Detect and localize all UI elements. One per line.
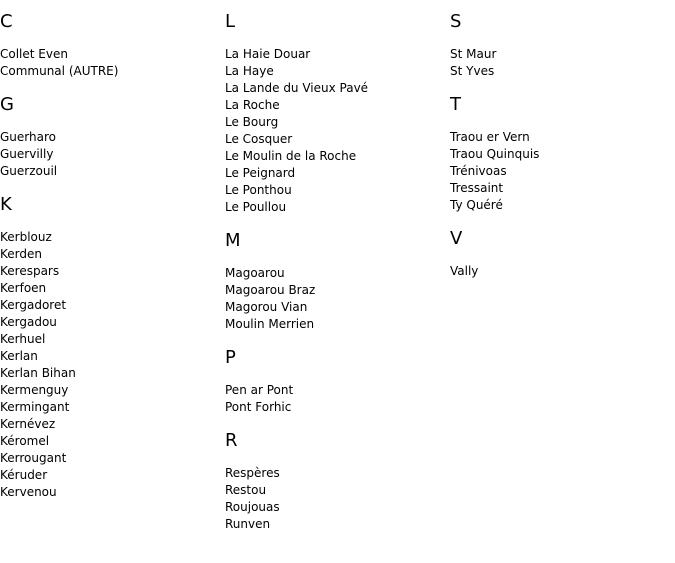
list-item [225, 316, 440, 333]
street-list [225, 265, 440, 333]
street-link[interactable]: Vally [450, 264, 479, 278]
list-item [225, 114, 440, 131]
list-item [0, 280, 215, 297]
street-link[interactable]: Le Ponthou [225, 183, 292, 197]
street-link[interactable]: Guerharo [0, 130, 56, 144]
letter-group [225, 231, 440, 333]
list-item [0, 63, 215, 80]
list-item [225, 516, 440, 533]
list-item [0, 163, 215, 180]
street-list [0, 229, 215, 501]
street-link[interactable]: Kéromel [0, 434, 50, 448]
letter-heading: P [225, 347, 236, 368]
list-item [225, 148, 440, 165]
list-item [225, 282, 440, 299]
list-item [0, 450, 215, 467]
list-item [225, 199, 440, 216]
street-list [450, 263, 665, 280]
letter-group [225, 348, 440, 416]
street-link[interactable]: Pen ar Pont [225, 383, 294, 397]
street-link[interactable]: Kerlan Bihan [0, 366, 76, 380]
street-link[interactable]: Kerfoen [0, 281, 47, 295]
list-item [0, 263, 215, 280]
street-link[interactable]: Tressaint [450, 181, 504, 195]
letter-group [225, 431, 440, 533]
street-link[interactable]: Ty Quéré [450, 198, 503, 212]
street-link[interactable]: Runven [225, 517, 271, 531]
street-link[interactable]: Le Bourg [225, 115, 279, 129]
list-item [225, 97, 440, 114]
letter-heading: K [0, 194, 12, 215]
letter-heading: S [450, 11, 462, 32]
list-item [225, 46, 440, 63]
letter-group [450, 95, 665, 214]
street-link[interactable]: Kerespars [0, 264, 60, 278]
list-item [0, 246, 215, 263]
letter-group [450, 229, 665, 280]
street-link[interactable]: Kergadoret [0, 298, 67, 312]
letter-heading: M [225, 230, 241, 251]
list-item [0, 46, 215, 63]
street-link[interactable]: Kerhuel [0, 332, 46, 346]
list-item [225, 482, 440, 499]
street-link[interactable]: Communal (AUTRE) [0, 64, 119, 78]
list-item [225, 399, 440, 416]
list-item [0, 365, 215, 382]
street-list [0, 129, 215, 180]
list-item [0, 229, 215, 246]
street-link[interactable]: Kergadou [0, 315, 57, 329]
street-link[interactable]: Trénivoas [450, 164, 507, 178]
list-item [450, 263, 665, 280]
list-item [225, 182, 440, 199]
letter-heading: G [0, 94, 14, 115]
list-item [0, 382, 215, 399]
street-link[interactable]: Kermenguy [0, 383, 69, 397]
list-item [225, 63, 440, 80]
street-link[interactable]: Respères [225, 466, 280, 480]
list-item [0, 331, 215, 348]
street-link[interactable]: Kéruder [0, 468, 48, 482]
street-list [225, 46, 440, 216]
list-item [0, 297, 215, 314]
list-item [450, 46, 665, 63]
street-link[interactable]: Restou [225, 483, 267, 497]
street-list [0, 46, 215, 80]
letter-group [450, 12, 665, 80]
street-link[interactable]: Le Cosquer [225, 132, 293, 146]
street-link[interactable]: Magorou Vian [225, 300, 308, 314]
street-link[interactable]: Le Peignard [225, 166, 296, 180]
street-link[interactable]: Guervilly [0, 147, 54, 161]
list-item [0, 348, 215, 365]
list-item [450, 129, 665, 146]
street-link[interactable]: Magoarou Braz [225, 283, 316, 297]
list-item [0, 399, 215, 416]
list-item [225, 382, 440, 399]
letter-group [0, 12, 215, 80]
street-link[interactable]: La Haye [225, 64, 274, 78]
list-item [0, 433, 215, 450]
street-link[interactable]: Collet Even [0, 47, 68, 61]
street-link[interactable]: Le Moulin de la Roche [225, 149, 357, 163]
list-item [450, 197, 665, 214]
letter-heading: L [225, 11, 236, 32]
street-link[interactable]: Kernévez [0, 417, 56, 431]
letter-heading: V [450, 228, 463, 249]
list-item [450, 163, 665, 180]
column-3 [450, 12, 665, 295]
list-item [0, 314, 215, 331]
letter-group [0, 95, 215, 180]
street-link[interactable]: Le Poullou [225, 200, 287, 214]
street-link[interactable]: Kermingant [0, 400, 70, 414]
list-item [0, 484, 215, 501]
list-item [0, 467, 215, 484]
letter-heading: T [450, 94, 461, 115]
street-link[interactable]: Kerblouz [0, 230, 52, 244]
column-2 [225, 12, 440, 548]
list-item [225, 165, 440, 182]
list-item [225, 131, 440, 148]
street-link[interactable]: St Yves [450, 64, 495, 78]
street-link[interactable]: La Roche [225, 98, 280, 112]
column-1 [0, 12, 215, 516]
letter-group [225, 12, 440, 216]
list-item [225, 80, 440, 97]
street-link[interactable]: Roujouas [225, 500, 280, 514]
letter-group [0, 195, 215, 501]
list-item [225, 499, 440, 516]
list-item [450, 180, 665, 197]
letter-heading: C [0, 11, 13, 32]
street-link[interactable]: La Haie Douar [225, 47, 311, 61]
street-link[interactable]: Pont Forhic [225, 400, 292, 414]
list-item [0, 146, 215, 163]
list-item [450, 146, 665, 163]
street-link[interactable]: La Lande du Vieux Pavé [225, 81, 369, 95]
street-link[interactable]: Kerlan [0, 349, 38, 363]
street-link[interactable]: Traou Quinquis [450, 147, 540, 161]
letter-heading: R [225, 430, 238, 451]
street-link[interactable]: Kerrougant [0, 451, 67, 465]
street-link[interactable]: Kervenou [0, 485, 57, 499]
list-item [450, 63, 665, 80]
street-link[interactable]: Magoarou [225, 266, 285, 280]
list-item [225, 265, 440, 282]
street-link[interactable]: Moulin Merrien [225, 317, 315, 331]
list-item [225, 299, 440, 316]
street-list [450, 46, 665, 80]
list-item [0, 416, 215, 433]
street-list [450, 129, 665, 214]
street-link[interactable]: Kerden [0, 247, 42, 261]
street-link[interactable]: Guerzouil [0, 164, 58, 178]
street-list [225, 465, 440, 533]
street-list [225, 382, 440, 416]
list-item [225, 465, 440, 482]
street-link[interactable]: St Maur [450, 47, 497, 61]
street-link[interactable]: Traou er Vern [450, 130, 530, 144]
list-item [0, 129, 215, 146]
